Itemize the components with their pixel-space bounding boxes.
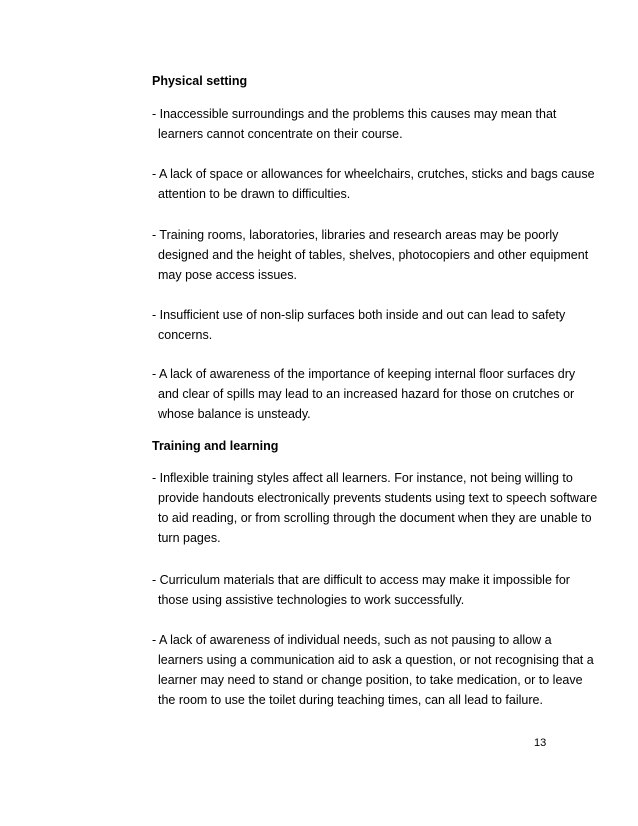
page-number: 13	[534, 737, 547, 749]
paragraph-line: - Training rooms, laboratories, libraries and research areas may be poorly	[152, 228, 559, 242]
paragraph-line: - Inflexible training styles affect all learners. For instance, not being willing to	[152, 471, 573, 485]
paragraph-line: - Inaccessible surroundings and the problems this causes may mean that	[152, 107, 557, 121]
paragraph-line: concerns.	[158, 328, 213, 342]
paragraph-line: - A lack of awareness of individual needs, such as not pausing to allow a	[152, 633, 552, 647]
paragraph-line: whose balance is unsteady.	[158, 407, 311, 421]
paragraph-line: turn pages.	[158, 531, 221, 545]
paragraph-line: - A lack of space or allowances for wheelchairs, crutches, sticks and bags cause	[152, 167, 595, 181]
paragraph	[152, 225, 592, 285]
paragraph-line: designed and the height of tables, shelves, photocopiers and other equipment	[158, 248, 589, 262]
paragraph-line: learners using a communication aid to ask a question, or not recognising that a	[158, 653, 594, 667]
paragraph-line: - Insufficient use of non-slip surfaces both inside and out can lead to safety	[152, 308, 566, 322]
paragraph-line: those using assistive technologies to work successfully.	[158, 593, 465, 607]
paragraph	[152, 305, 592, 345]
paragraph	[152, 468, 598, 548]
paragraph-line: may pose access issues.	[158, 268, 297, 282]
paragraph	[152, 104, 592, 144]
paragraph	[152, 364, 592, 424]
paragraph-line: the room to use the toilet during teaching times, can all lead to failure.	[158, 693, 543, 707]
paragraph	[152, 570, 592, 610]
paragraph-line: and clear of spills may lead to an increased hazard for those on crutches or	[158, 387, 575, 401]
section-heading-training-and-learning: Training and learning	[152, 439, 279, 453]
section-heading-physical-setting: Physical setting	[152, 74, 248, 88]
paragraph	[152, 164, 595, 204]
paragraph-line: - A lack of awareness of the importance of keeping internal floor surfaces dry	[152, 367, 576, 381]
paragraph-line: provide handouts electronically prevents students using text to speech software	[158, 491, 598, 505]
paragraph-line: to aid reading, or from scrolling through the document when they are unable to	[158, 511, 592, 525]
paragraph-line: - Curriculum materials that are difficult to access may make it impossible for	[152, 573, 570, 587]
paragraph	[152, 630, 592, 710]
paragraph-line: learner may need to stand or change position, to take medication, or to leave	[158, 673, 583, 687]
paragraph-line: learners cannot concentrate on their course.	[158, 127, 403, 141]
paragraph-line: attention to be drawn to difficulties.	[158, 187, 351, 201]
